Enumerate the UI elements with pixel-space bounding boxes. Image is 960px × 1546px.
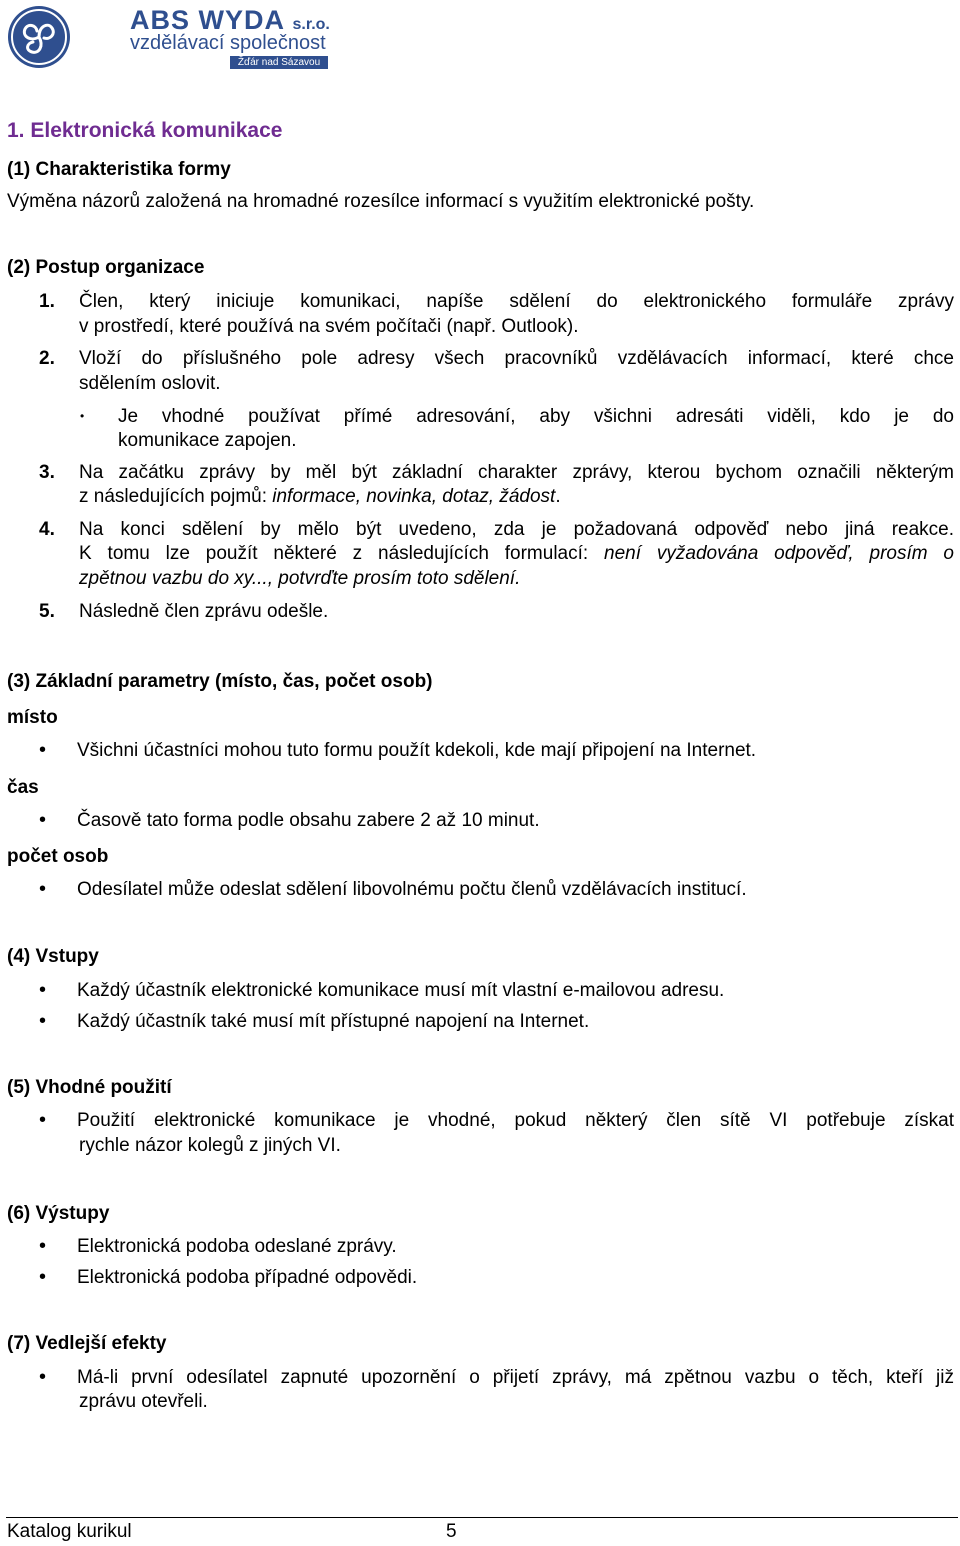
logo-title: ABS WYDA (130, 5, 284, 35)
item1-line2: v prostředí, které používá na svém počítači (např. Outlook). (79, 316, 579, 337)
item3-period: . (555, 486, 561, 507)
item4-phrases: není vyžadována odpověď, prosím o (604, 543, 954, 564)
footer-divider (6, 1517, 958, 1518)
item5-line1: Následně člen zprávu odešle. (79, 601, 329, 622)
spiral-logo-icon (6, 4, 72, 70)
misto-text: Všichni účastníci mohou tuto formu použít kdekoli, kde mají připojení na Internet. (77, 740, 757, 761)
item3-line2-text: z následujících pojmů: (79, 486, 273, 507)
label-cas: čas (7, 777, 39, 798)
label-misto: místo (7, 707, 58, 728)
sub-line1: Je vhodné používat přímé adresování, aby všichni adresáti viděli, kdo je do (118, 406, 954, 427)
sub-line2: komunikace zapojen. (118, 430, 297, 451)
pocet-text: Odesílatel může odeslat sdělení libovolnému počtu členů vzdělávacích institucí. (77, 879, 747, 900)
item3-line1: Na začátku zprávy by měl být základní charakter zprávy, kterou bychom označili některým (79, 462, 954, 483)
heading-parametry: (3) Základní parametry (místo, čas, počet osob) (7, 671, 433, 692)
bullet-icon: • (39, 1109, 47, 1131)
heading-postup: (2) Postup organizace (7, 257, 205, 278)
vystupy-item: Elektronická podoba odeslané zprávy. (77, 1236, 397, 1257)
pouziti-line1: Použití elektronické komunikace je vhodné, pokud některý člen sítě VI potřebuje získat (77, 1110, 954, 1131)
bullet-icon: • (39, 1266, 47, 1288)
cas-text: Časově tato forma podle obsahu zabere 2 až 10 minut. (77, 810, 540, 831)
bullet-icon: • (39, 979, 47, 1001)
item-number: 5. (39, 601, 55, 622)
page-number: 5 (446, 1521, 457, 1542)
bullet-icon: • (39, 1366, 47, 1388)
vstupy-item: Každý účastník elektronické komunikace musí mít vlastní e-mailovou adresu. (77, 980, 725, 1001)
item3-terms: informace, novinka, dotaz, žádost (272, 486, 556, 507)
bullet-icon: • (39, 809, 47, 831)
pouziti-line2: rychle názor kolegů z jiných VI. (79, 1135, 341, 1156)
item-number: 2. (39, 348, 55, 369)
item4-line1: Na konci sdělení by mělo být uvedeno, zda je požadovaná odpověď nebo jiná reakce. (79, 519, 954, 540)
item-number: 3. (39, 462, 55, 483)
item4-line2 (79, 542, 954, 566)
bullet-icon: • (39, 878, 47, 900)
item4-line3: zpětnou vazbu do xy..., potvrďte prosím toto sdělení. (79, 568, 521, 589)
vstupy-item: Každý účastník také musí mít přístupné napojení na Internet. (77, 1011, 590, 1032)
bullet-icon: • (39, 1010, 47, 1032)
efekty-line1: Má-li první odesílatel zapnuté upozornění o přijetí zprávy, má zpětnou vazbu o těch, kteří již (77, 1367, 954, 1388)
vystupy-item: Elektronická podoba případné odpovědi. (77, 1267, 418, 1288)
bullet-icon: • (39, 739, 47, 761)
label-pocet-osob: počet osob (7, 846, 109, 867)
item1-line1: Člen, který iniciuje komunikaci, napíše sdělení do elektronického formuláře zprávy (79, 291, 954, 312)
logo-subtitle: vzdělávací společnost (130, 32, 326, 54)
section-title: 1. Elektronická komunikace (7, 119, 283, 142)
item-number: 1. (39, 291, 55, 312)
heading-vystupy: (6) Výstupy (7, 1203, 110, 1224)
footer-label: Katalog kurikul (7, 1521, 132, 1542)
logo-sro: s.r.o. (292, 16, 330, 33)
item2-line2: sdělením oslovit. (79, 373, 221, 394)
heading-vhodne-pouziti: (5) Vhodné použití (7, 1077, 172, 1098)
logo-location: Žďár nad Sázavou (230, 56, 328, 69)
sub-bullet-icon: • (80, 409, 85, 423)
efekty-line2: zprávu otevřeli. (79, 1391, 208, 1412)
bullet-icon: • (39, 1235, 47, 1257)
item2-line1: Vloží do příslušného pole adresy všech pracovníků vzdělávacích informací, které chce (79, 348, 954, 369)
item3-line2 (79, 485, 561, 509)
item-number: 4. (39, 519, 55, 540)
item4-line2-text: K tomu lze použít některé z následujících formulací: (79, 543, 605, 564)
heading-charakteristika: (1) Charakteristika formy (7, 159, 231, 180)
charakteristika-text: Výměna názorů založená na hromadné rozesílce informací s využitím elektronické pošty. (7, 191, 755, 212)
heading-vedlejsi-efekty: (7) Vedlejší efekty (7, 1333, 167, 1354)
heading-vstupy: (4) Vstupy (7, 946, 99, 967)
